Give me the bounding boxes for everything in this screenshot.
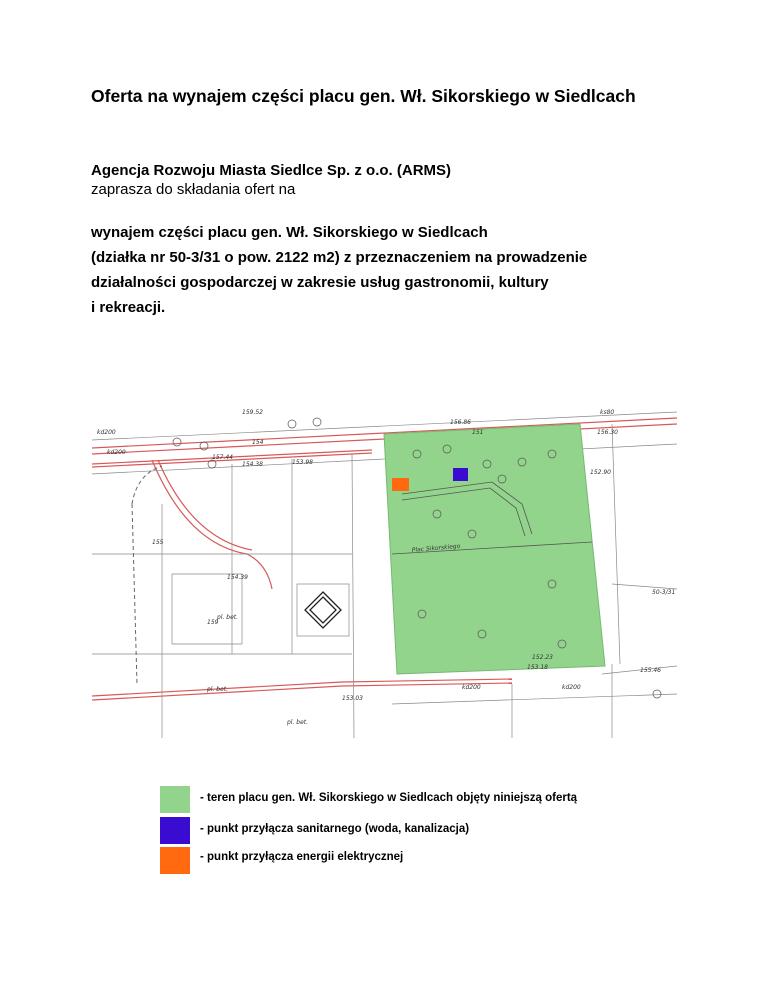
legend-label: - punkt przyłącza sanitarnego (woda, kanalizacja) [200, 823, 470, 835]
map-label: kd200 [107, 449, 126, 456]
page-title: Oferta na wynajem części placu gen. Wł. Sikorskiego w Siedlcach [91, 86, 636, 106]
map-label-place: Plac Sikorskiego [411, 542, 461, 554]
map-label: 153.98 [292, 459, 313, 466]
map-label: 156.30 [597, 429, 618, 436]
map-label: ks80 [600, 409, 615, 416]
map-label: 154.39 [227, 574, 248, 581]
map-label: 153.03 [342, 695, 363, 702]
map-label: 50-3/31 [652, 589, 676, 596]
map-label: 159.52 [242, 409, 263, 416]
map-label: 151 [472, 429, 484, 436]
map-label: pl. bet. [217, 614, 239, 621]
description-line-3: działalności gospodarczej w zakresie usług gastronomii, kultury [91, 274, 549, 291]
invitation-text: zaprasza do składania ofert na [91, 181, 296, 198]
map-label: 154.38 [242, 461, 263, 468]
map-label: kd200 [97, 429, 116, 436]
map-label: 153.18 [527, 664, 548, 671]
site-map [92, 404, 677, 738]
map-label: 157.44 [212, 454, 233, 461]
legend-swatch-green [160, 786, 190, 813]
map-label: 154 [252, 439, 264, 446]
legend-label: - teren placu gen. Wł. Sikorskiego w Siedlcach objęty niniejszą ofertą [200, 792, 578, 804]
map-label: 159 [207, 619, 219, 626]
map-label: 155.46 [640, 667, 661, 674]
description-line-4: i rekreacji. [91, 299, 166, 316]
map-label: kd200 [562, 684, 581, 691]
map-label: 155 [152, 539, 164, 546]
electric-point [392, 478, 409, 491]
map-label: pl. bet. [287, 719, 309, 726]
legend-label: - punkt przyłącza energii elektrycznej [200, 851, 404, 863]
map-label: pl. bet. [207, 686, 229, 693]
sanitary-point [453, 468, 468, 481]
legend-swatch-blue [160, 817, 190, 844]
description-line-1: wynajem części placu gen. Wł. Sikorskiego w Siedlcach [91, 224, 488, 241]
map-label: 152.90 [590, 469, 611, 476]
description-line-2: (działka nr 50-3/31 o pow. 2122 m2) z przeznaczeniem na prowadzenie [91, 249, 588, 266]
offer-description [91, 220, 587, 320]
legend-swatch-orange [160, 847, 190, 874]
map-label: kd200 [462, 684, 481, 691]
map-label: 152.23 [532, 654, 553, 661]
organization-name: Agencja Rozwoju Miasta Siedlce Sp. z o.o. (ARMS) [91, 162, 452, 179]
map-label: 156.86 [450, 419, 471, 426]
